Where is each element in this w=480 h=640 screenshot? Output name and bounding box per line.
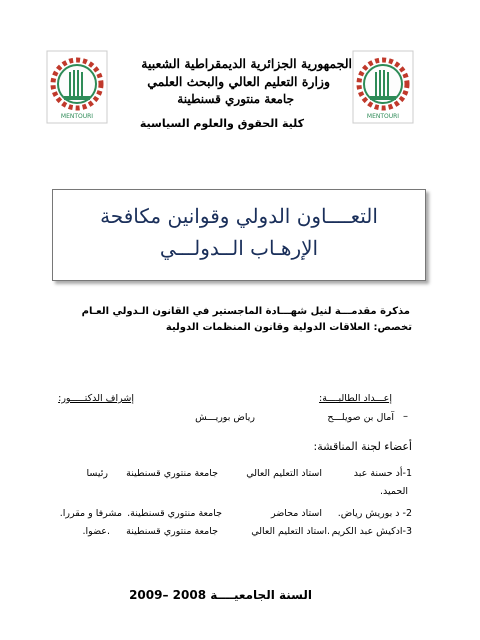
academic-year: السنة الجامعيــــة 2008 –2009 — [129, 588, 312, 602]
university-logo-left — [46, 50, 108, 124]
university-logo-icon — [46, 50, 108, 124]
thesis-title-line2: الإرهـاب الــدولـــي — [159, 236, 319, 260]
member3-rank: .استاد التعليم العالي — [251, 526, 330, 537]
member1-university: جامعة منتوري قسنطينة — [126, 468, 218, 479]
member3-university: جامعة منتوري قسنطينة — [126, 526, 218, 537]
supervisor-label: إشراف الدكتـــــور: — [58, 393, 134, 404]
member1-name-cont: الحميد. — [379, 486, 408, 497]
member1-role: رئيسا — [86, 468, 108, 479]
member1-rank: استاد التعليم العالي — [246, 468, 322, 479]
member2-role: مشرفا و مقررا. — [59, 508, 122, 519]
header-university: جامعة منتوري قسنطينة — [177, 92, 294, 106]
member3-role: .عضوا. — [82, 526, 110, 537]
thesis-title-box — [52, 189, 426, 281]
member3-name: 3-ادكيش عبد الكريم — [331, 526, 412, 537]
member2-university: جامعة منتوري قسنطينة. — [127, 508, 222, 519]
student-label: إعـــداد الطالبــــة: — [319, 393, 392, 404]
svg-text:MENTOURI: MENTOURI — [366, 113, 400, 120]
header-faculty: كلية الحقوق والعلوم السياسية — [139, 117, 304, 130]
memo-specialty: تخصص: العلاقات الدولية وقانون المنظمات الدولية — [165, 322, 412, 333]
committee-heading: أعضاء لجنة المناقشة: — [313, 440, 412, 453]
member2-rank: استاد محاضر — [270, 508, 322, 519]
supervisor-name: رياض بوريـــش — [195, 412, 255, 423]
member1-name: 1-أد حسنة عبد — [353, 468, 412, 479]
thesis-title-line1: التعــــاون الدولي وقوانين مكافحة — [100, 204, 378, 228]
memo-description: مذكرة مقدمـــة لنيل شهـــادة الماجستير في القانون الـدولي العـام — [81, 306, 410, 317]
member2-name: 2- د بوريش رياض. — [337, 508, 412, 519]
header-ministry: وزارة التعليم العالي والبحث العلمي — [147, 74, 330, 89]
student-name: آمال بن صويلـــح — [327, 412, 394, 423]
university-logo-icon — [352, 50, 414, 124]
university-logo-right — [352, 50, 414, 124]
svg-text:MENTOURI: MENTOURI — [60, 113, 94, 120]
student-dash: – — [403, 411, 408, 422]
header-republic: الجمهورية الجزائرية الديمقراطية الشعبية — [141, 56, 352, 71]
